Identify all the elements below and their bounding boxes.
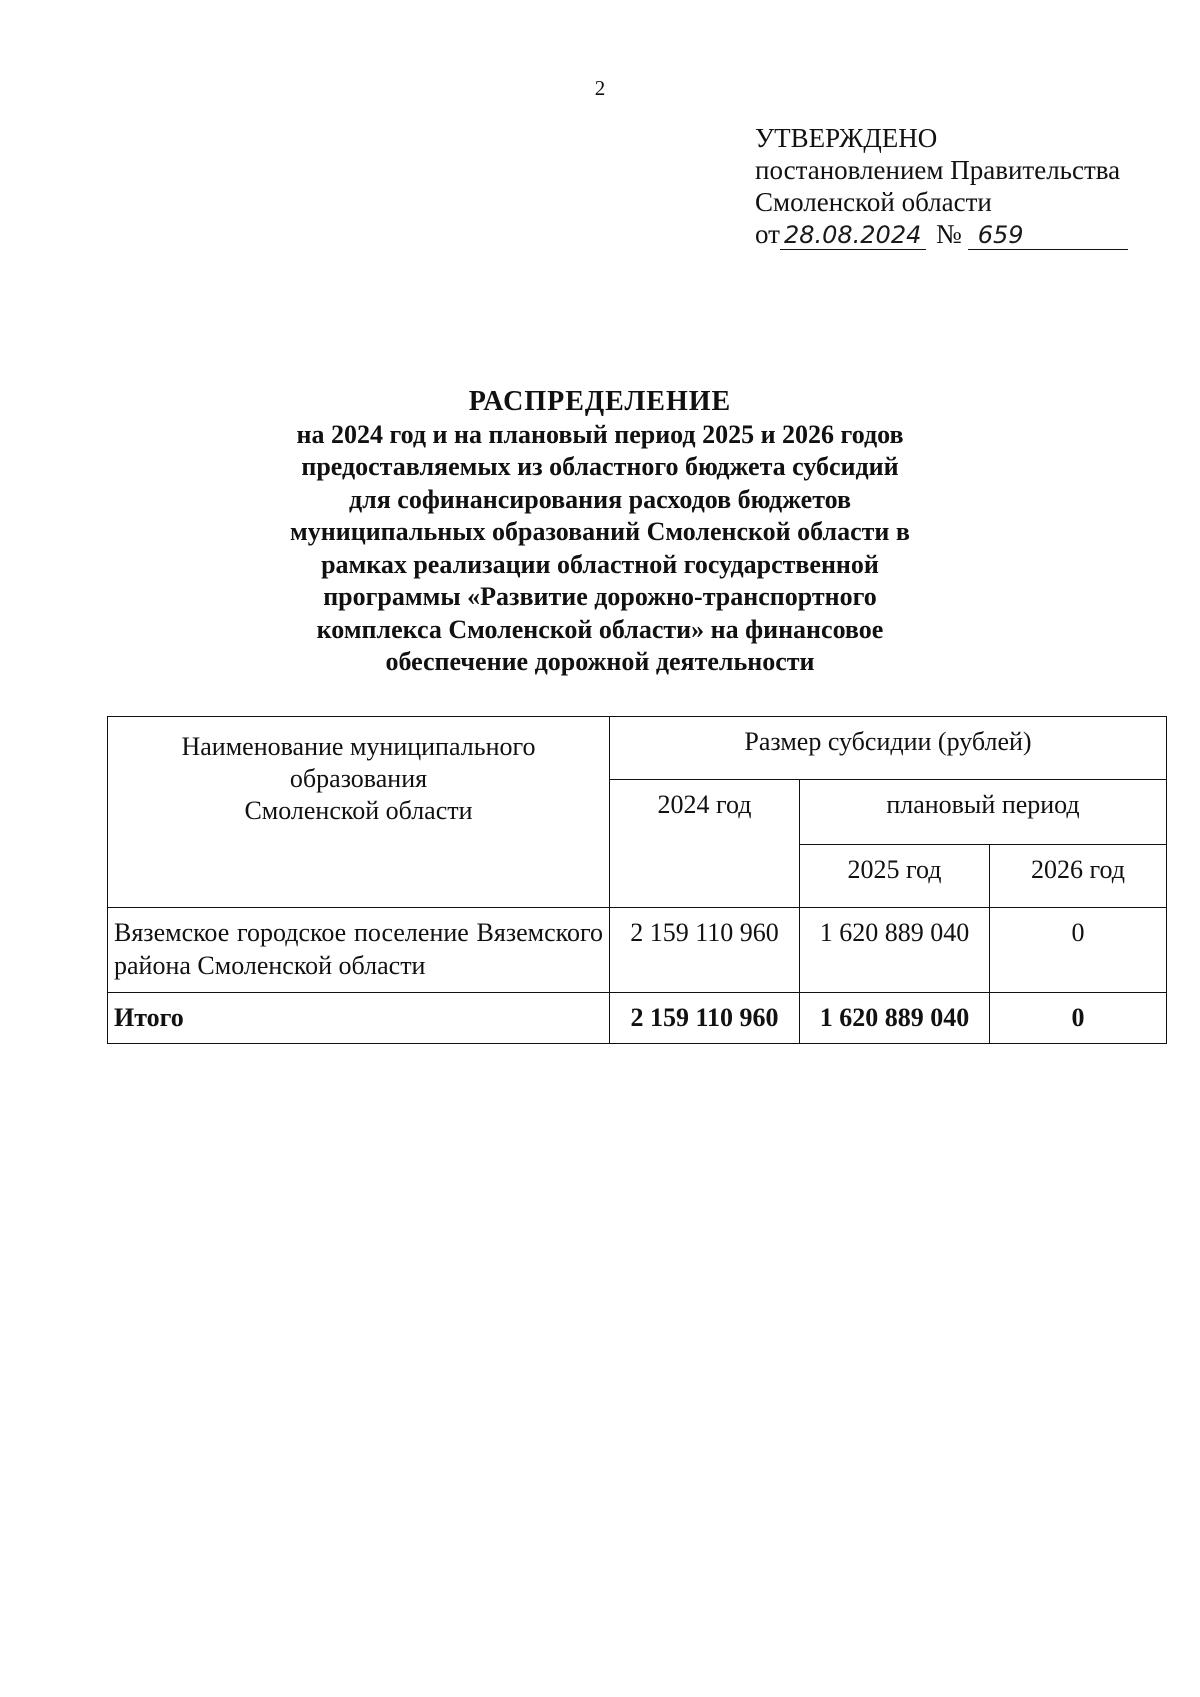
header-2025: 2025 год bbox=[800, 845, 990, 908]
table-row bbox=[108, 908, 1167, 993]
title-line: для софинансирования расходов бюджетов bbox=[348, 484, 852, 514]
subsidy-table bbox=[107, 716, 1167, 1044]
header-row-1 bbox=[108, 717, 1167, 780]
title-line: комплекса Смоленской области» на финансовое bbox=[316, 614, 884, 644]
title-line: обеспечение дорожной деятельности bbox=[385, 647, 815, 676]
header-subsidy-size: Размер субсидии (рублей) bbox=[610, 717, 1167, 780]
total-label: Итого bbox=[108, 993, 610, 1044]
handwritten-number: 659 bbox=[968, 221, 1128, 250]
page-number: 2 bbox=[594, 76, 606, 100]
header-municipality bbox=[108, 717, 610, 908]
title-line: программы «Развитие дорожно-транспортного bbox=[323, 582, 877, 611]
total-row bbox=[108, 993, 1167, 1044]
total-2026: 0 bbox=[990, 993, 1167, 1044]
approval-line-2: Смоленской области bbox=[755, 187, 992, 217]
header-planned-period: плановый период bbox=[800, 780, 1167, 845]
header-name-line: образования bbox=[289, 764, 428, 793]
amount-2024: 2 159 110 960 bbox=[610, 908, 800, 993]
title-line: на 2024 год и на плановый период 2025 и 2026 годов bbox=[296, 419, 904, 449]
approval-date-line bbox=[755, 218, 1128, 250]
approval-status: УТВЕРЖДЕНО bbox=[755, 123, 938, 153]
amount-2026: 0 bbox=[990, 908, 1167, 993]
approval-stamp bbox=[755, 122, 1128, 250]
title-line: предоставляемых из областного бюджета субсидий bbox=[301, 452, 899, 481]
amount-2025: 1 620 889 040 bbox=[800, 908, 990, 993]
date-prefix: от bbox=[755, 219, 780, 249]
handwritten-date: 28.08.2024 bbox=[780, 221, 926, 250]
document-title bbox=[0, 386, 1200, 679]
approval-line-1: постановлением Правительства bbox=[755, 155, 1121, 185]
header-name-line: Наименование муниципального bbox=[181, 732, 536, 761]
total-2024: 2 159 110 960 bbox=[610, 993, 800, 1044]
title-line: муниципальных образований Смоленской области в bbox=[290, 517, 910, 546]
number-sign: № bbox=[935, 219, 962, 249]
title-main: РАСПРЕДЕЛЕНИЕ bbox=[468, 386, 732, 417]
header-name-line: Смоленской области bbox=[244, 796, 473, 825]
header-2026: 2026 год bbox=[990, 845, 1167, 908]
header-2024: 2024 год bbox=[610, 780, 800, 908]
municipality-name: Вяземское городское поселение Вяземского района Смоленской области bbox=[108, 908, 610, 993]
total-2025: 1 620 889 040 bbox=[800, 993, 990, 1044]
title-line: рамках реализации областной государственной bbox=[321, 549, 879, 579]
